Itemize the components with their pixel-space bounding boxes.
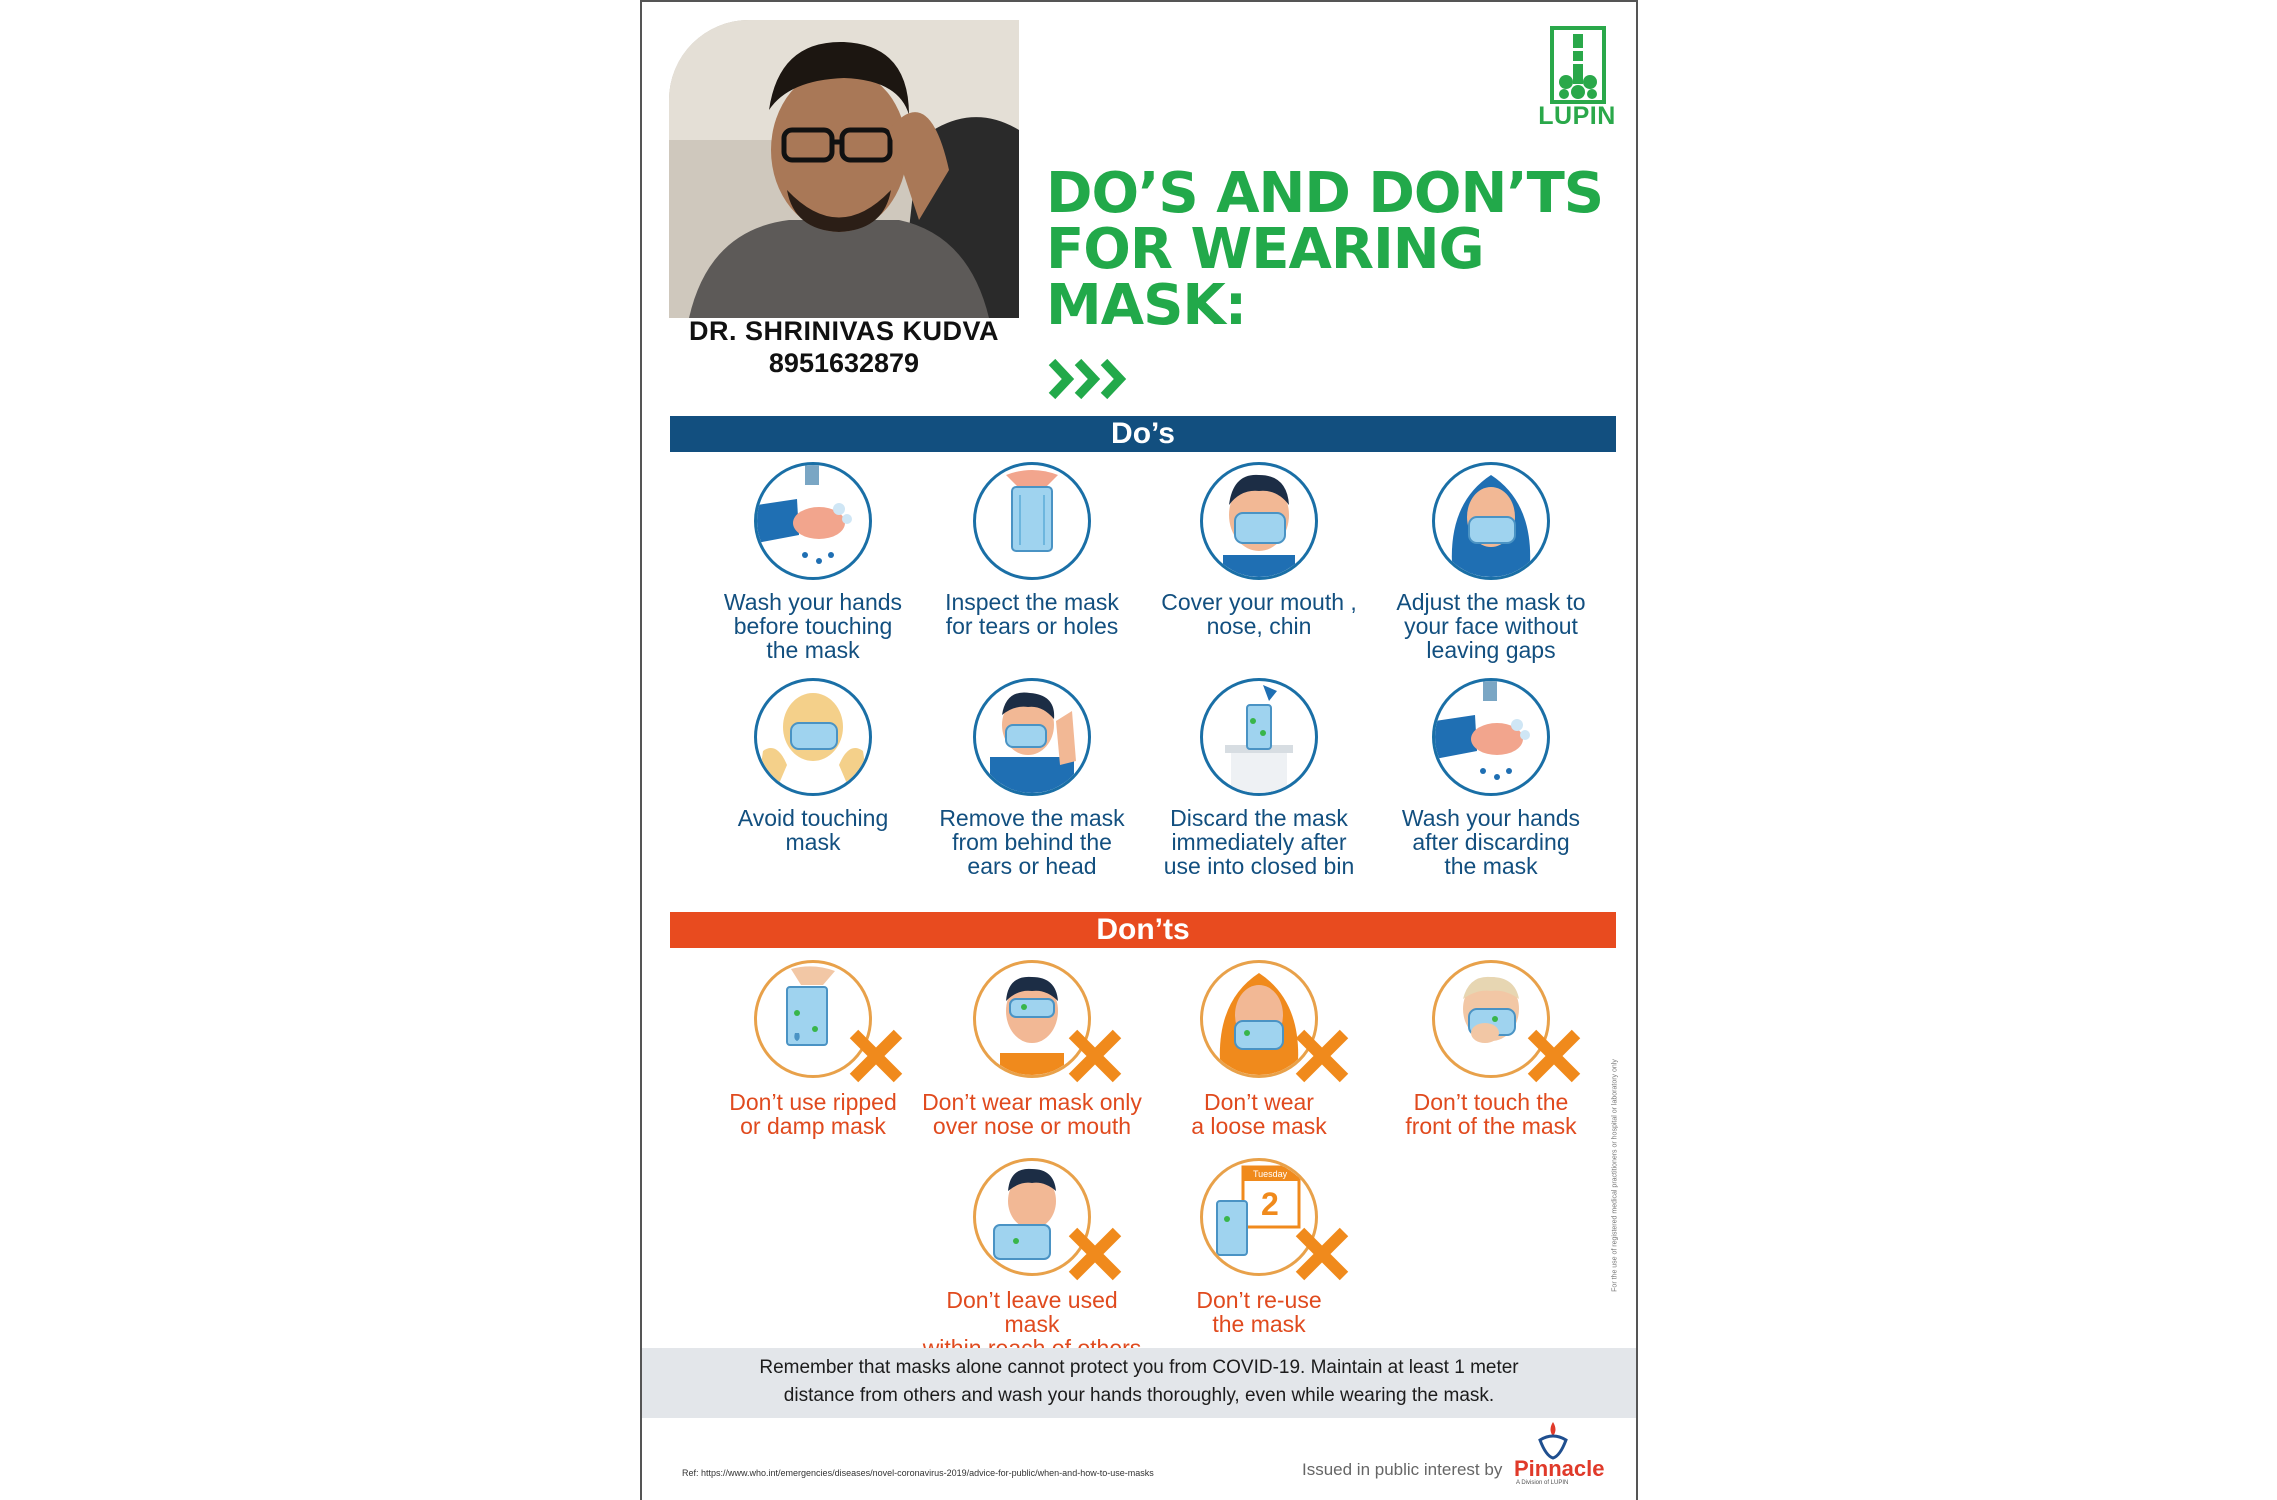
title-line-3: MASK:	[1046, 273, 1247, 338]
dont-caption: Don’t re-use the mask	[1196, 1287, 1322, 1337]
do-caption: Adjust the mask to your face without leaving gaps	[1396, 589, 1586, 663]
poster	[640, 0, 1638, 1500]
dont-caption: Don’t leave used mask	[946, 1287, 1118, 1337]
adjust-mask-icon	[1432, 462, 1550, 580]
reminder-line-1: Remember that masks alone cannot protect you from COVID-19. Maintain at least 1 meter	[759, 1357, 1519, 1378]
cross-icon	[1292, 1026, 1352, 1086]
do-caption: Wash your hands after discarding the mask	[1401, 805, 1581, 879]
dont-caption: Don’t use ripped or damp mask	[729, 1089, 897, 1139]
do-caption: Wash your hands before touching the mask	[723, 589, 903, 663]
do-caption: Cover your mouth , nose, chin	[1161, 589, 1357, 639]
reference-link[interactable]: Ref: https://www.who.int/emergencies/diseases/novel-coronavirus-2019/advice-for-public/when-and-how-to-use-masks	[682, 1468, 1154, 1478]
issued-by-text: Issued in public interest by	[1302, 1460, 1503, 1479]
wash-hands-icon	[754, 462, 872, 580]
pinnacle-subtitle: A Division of LUPIN	[1516, 1480, 1569, 1486]
do-caption: Discard the mask immediately after use into closed bin	[1163, 805, 1355, 879]
inspect-mask-icon	[973, 462, 1091, 580]
calendar-day: Tuesday	[1253, 1169, 1288, 1179]
do-caption: Inspect the mask for tears or holes	[945, 589, 1119, 639]
doctor-photo	[669, 20, 1019, 318]
discard-bin-icon	[1200, 678, 1318, 796]
lupin-logo-text: LUPIN	[1538, 102, 1616, 130]
donts-header: Don’ts	[670, 912, 1616, 948]
calendar-number: 2	[1261, 1186, 1279, 1222]
title-line-1: DO’S AND DON’TS	[1046, 161, 1604, 226]
pinnacle-logo-icon	[1532, 1418, 1574, 1460]
cross-icon	[1065, 1224, 1125, 1284]
reminder-line-2: distance from others and wash your hands thoroughly, even while wearing the mask.	[783, 1385, 1495, 1406]
cross-icon	[1065, 1026, 1125, 1086]
chevrons-icon	[1048, 356, 1138, 402]
dont-caption: Don’t touch the front of the mask	[1405, 1089, 1577, 1139]
page-title	[1046, 161, 1636, 338]
dont-caption: Don’t wear a loose mask	[1191, 1089, 1327, 1139]
do-caption: Avoid touching mask	[737, 805, 889, 855]
doctor-name: DR. SHRINIVAS KUDVA	[688, 316, 1000, 346]
do-caption: Remove the mask from behind the ears or head	[939, 805, 1125, 879]
cross-icon	[846, 1026, 906, 1086]
avoid-touching-icon	[754, 678, 872, 796]
side-note	[1610, 1022, 1620, 1332]
side-note-text: For the use of registered medical practitioners or hospital or laboratory only	[1611, 1059, 1619, 1292]
cover-face-icon	[1200, 462, 1318, 580]
pinnacle-brand: Pinnacle	[1514, 1456, 1605, 1481]
dont-caption: Don’t wear mask only over nose or mouth	[922, 1089, 1142, 1139]
reminder-box	[642, 1348, 1636, 1418]
cross-icon	[1292, 1224, 1352, 1284]
title-line-2: FOR WEARING	[1046, 217, 1484, 282]
wash-hands-after-icon	[1432, 678, 1550, 796]
dos-header: Do’s	[670, 416, 1616, 452]
doctor-phone: 8951632879	[768, 348, 920, 378]
remove-mask-icon	[973, 678, 1091, 796]
cross-icon	[1524, 1026, 1584, 1086]
